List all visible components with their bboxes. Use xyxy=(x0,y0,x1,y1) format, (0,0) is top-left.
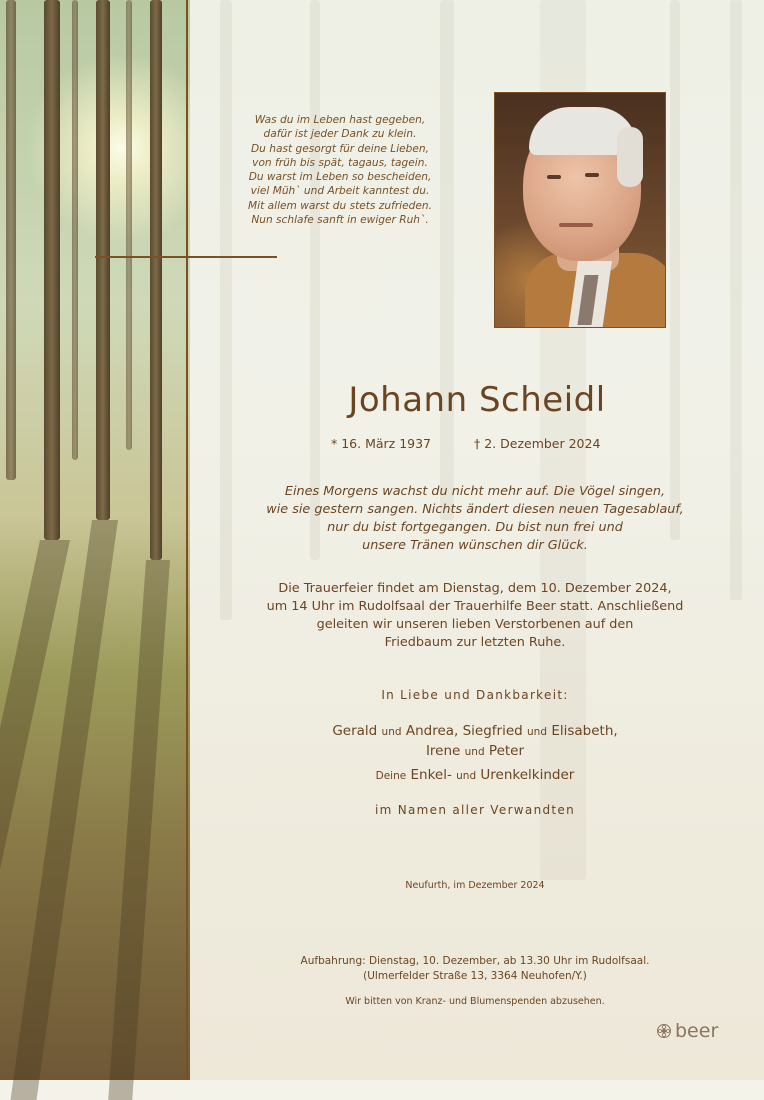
poem-line: Du hast gesorgt für deine Lieben, xyxy=(251,142,429,155)
portrait-photo xyxy=(494,92,666,328)
memorial-verse xyxy=(225,483,725,555)
family-names xyxy=(225,722,725,762)
faded-tree-trunk xyxy=(730,0,742,600)
wake-address: (Ulmerfelder Straße 13, 3364 Neuhofen/Y.) xyxy=(363,970,587,982)
cross-vertical-bar xyxy=(186,0,188,1080)
verse-line: Eines Morgens wachst du nicht mehr auf. Die Vögel singen, xyxy=(284,484,666,499)
ceremony-line: Friedbaum zur letzten Ruhe. xyxy=(384,635,566,650)
great-grandkids-label: Urenkelkinder xyxy=(480,767,575,783)
poem-line: viel Müh` und Arbeit kanntest du. xyxy=(250,185,430,198)
gratitude-intro: In Liebe und Dankbarkeit: xyxy=(381,688,569,702)
mourner-name: Andrea, Siegfried xyxy=(405,723,523,739)
forest-background xyxy=(0,0,190,1080)
conjunction: und xyxy=(456,770,477,782)
relatives-line: im Namen aller Verwandten xyxy=(375,803,575,817)
tree-trunk xyxy=(96,0,110,520)
conjunction: und xyxy=(464,746,485,758)
verse-line: nur du bist fortgegangen. Du bist nun frei und xyxy=(327,520,623,535)
tree-shadow xyxy=(108,560,170,1100)
poem xyxy=(215,113,465,227)
tree-trunk xyxy=(126,0,132,450)
logo-text: beer xyxy=(675,1020,719,1042)
cross-horizontal-bar xyxy=(95,256,277,258)
conjunction: und xyxy=(527,726,548,738)
faded-tree-trunk xyxy=(440,0,454,520)
ceremony-info xyxy=(225,580,725,652)
poem-line: Mit allem warst du stets zufrieden. xyxy=(248,199,432,212)
flower-logo-icon xyxy=(656,1023,672,1039)
place-date: Neufurth, im Dezember 2024 xyxy=(405,880,545,891)
conjunction: und xyxy=(381,726,402,738)
poem-line: von früh bis spät, tagaus, tagein. xyxy=(252,156,428,169)
mourner-name: Irene xyxy=(425,743,461,759)
ceremony-line: Die Trauerfeier findet am Dienstag, dem 10. Dezember 2024, xyxy=(278,581,672,596)
grandkids-label: Enkel- xyxy=(410,767,452,783)
ceremony-line: geleiten wir unseren lieben Verstorbenen auf den xyxy=(316,617,634,632)
tree-trunk xyxy=(150,0,162,560)
birth-date: * 16. März 1937 xyxy=(331,436,432,451)
flowers-note: Wir bitten von Kranz- und Blumenspenden abzusehen. xyxy=(345,996,605,1007)
grandchildren-line xyxy=(225,767,725,783)
mourner-name: Elisabeth, xyxy=(551,723,618,739)
deceased-name: Johann Scheidl xyxy=(348,380,606,420)
tree-trunk xyxy=(72,0,78,460)
faded-tree-trunk xyxy=(310,0,320,560)
verse-line: unsere Tränen wünschen dir Glück. xyxy=(362,538,588,553)
death-date: † 2. Dezember 2024 xyxy=(474,436,601,451)
wake-line: Aufbahrung: Dienstag, 10. Dezember, ab 13.30 Uhr im Rudolfsaal. xyxy=(300,955,650,967)
faded-tree-trunk xyxy=(670,0,680,540)
mourner-name: Peter xyxy=(488,743,525,759)
wake-info xyxy=(225,954,725,984)
poem-line: Nun schlafe sanft in ewiger Ruh`. xyxy=(251,214,429,227)
grandkids-prefix: Deine xyxy=(375,770,407,782)
tree-trunk xyxy=(6,0,16,480)
poem-line: Du warst im Leben so bescheiden, xyxy=(248,171,432,184)
family-line xyxy=(225,742,725,762)
family-line xyxy=(225,722,725,742)
verse-line: wie sie gestern sangen. Nichts ändert diesen neuen Tagesablauf, xyxy=(266,502,684,517)
tree-trunk xyxy=(44,0,60,540)
poem-line: dafür ist jeder Dank zu klein. xyxy=(263,128,417,141)
mourner-name: Gerald xyxy=(332,723,378,739)
funeral-home-logo xyxy=(656,1020,718,1042)
ceremony-line: um 14 Uhr im Rudolfsaal der Trauerhilfe Beer statt. Anschließend xyxy=(266,599,684,614)
poem-line: Was du im Leben hast gegeben, xyxy=(254,114,426,126)
